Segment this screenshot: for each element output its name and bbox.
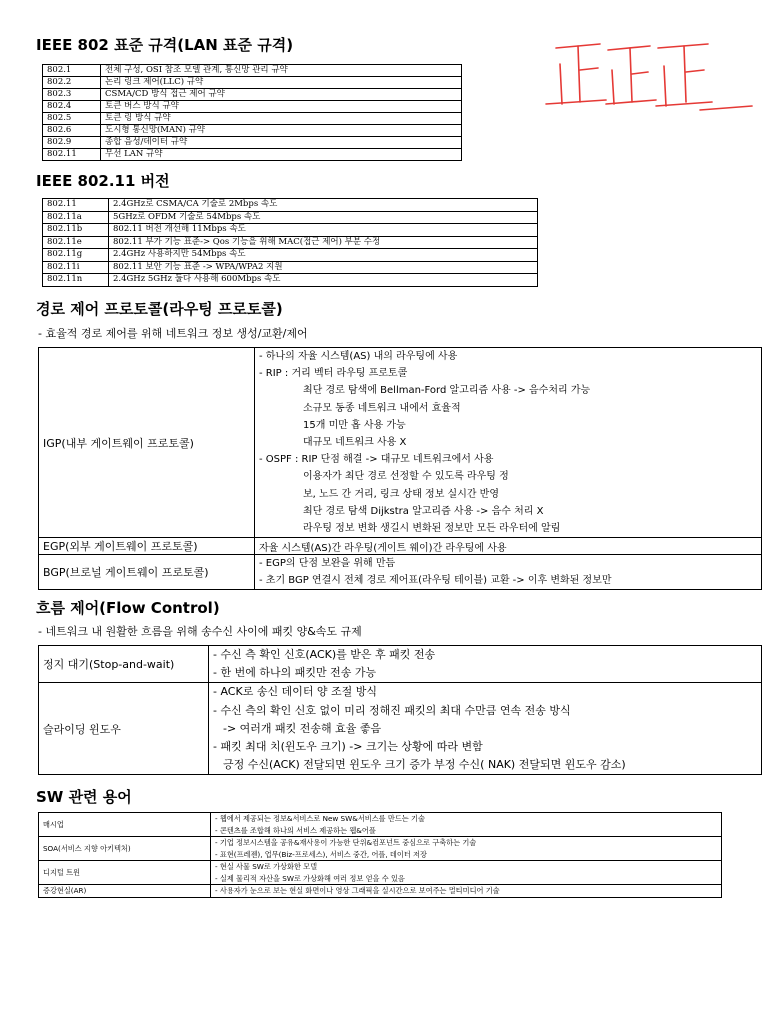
sw-term-label: 디지털 트윈 [39, 861, 211, 885]
ieee80211-code: 802.11n [43, 274, 109, 287]
text-line: - EGP의 단점 보완을 위해 만듬 [259, 558, 396, 570]
ieee80211-code: 802.11g [43, 249, 109, 262]
ieee802-description: 종합 음성/데이터 규약 [101, 137, 462, 149]
text-line: 최단 경로 탐색 Dijkstra 알고리즘 사용 -> 음수 처리 X [303, 505, 544, 517]
igp-label: IGP(내부 게이트웨이 프로토콜) [39, 348, 255, 538]
ieee802-code: 802.6 [43, 125, 101, 137]
bgp-label: BGP(브로널 게이트웨이 프로토콜) [39, 555, 255, 590]
ieee80211-description: 802.11 버전 개선해 11Mbps 속도 [109, 224, 538, 237]
text-line: - 수신 측의 확인 신호 없이 미리 정해진 패킷의 최대 수만큼 연속 전송 방식 [213, 703, 571, 717]
ieee80211-description: 2.4GHz 5GHz 둘다 사용해 600Mbps 속도 [109, 274, 538, 287]
ieee802-code: 802.2 [43, 77, 101, 89]
text-line: - 실제 물리적 자산을 SW로 가상화해 여러 정보 얻을 수 있음 [215, 873, 405, 883]
ieee80211-description: 802.11 부가 기능 표준-> Qos 기능을 위해 MAC(접근 제어) 부분 수정 [109, 236, 538, 249]
text-line: 라우팅 정보 변화 생길시 변화된 정보만 모든 라우터에 알림 [303, 522, 561, 534]
ieee802-description: 토큰 버스 방식 규약 [101, 101, 462, 113]
ieee802-description: 토큰 링 방식 규약 [101, 113, 462, 125]
ieee802-code: 802.1 [43, 65, 101, 77]
text-line: 긍정 수신(ACK) 전달되면 윈도우 크기 증가 부정 수신( NAK) 전달되면 윈도우 감소) [223, 758, 626, 772]
text-line: - 현실 사물 SW로 가상화한 모델 [215, 862, 318, 871]
text-line: 15개 미만 홉 사용 가능 [303, 419, 406, 431]
stop-and-wait-label: 정지 대기(Stop-and-wait) [39, 646, 209, 683]
text-line: - 사용자가 눈으로 보는 현실 화면이나 영상 그래픽을 실시간으로 보여주는 멀티미디어 기술 [215, 886, 500, 895]
sw-term-label: SOA(서비스 지향 아키텍처) [39, 837, 211, 861]
ieee802-description: 무선 LAN 규약 [101, 149, 462, 161]
ieee802-description: 논리 링크 제어(LLC) 규약 [101, 77, 462, 89]
ieee80211-code: 802.11e [43, 236, 109, 249]
section-title-ieee80211: IEEE 802.11 버전 [36, 172, 170, 190]
text-line: - 수신 측 확인 신호(ACK)를 받은 후 패킷 전송 [213, 648, 436, 661]
text-line: - 콘텐츠를 조합해 하나의 서비스 제공하는 웹&어플 [215, 825, 376, 835]
ieee802-description: CSMA/CD 방식 접근 제어 규약 [101, 89, 462, 101]
text-line: - 웹에서 제공되는 정보&서비스로 New SW&서비스를 만드는 기술 [215, 814, 425, 823]
ieee80211-code: 802.11b [43, 224, 109, 237]
egp-description: 자율 시스템(AS)간 라우팅(게이트 웨이)간 라우팅에 사용 [255, 538, 762, 555]
text-line: 보, 노드 간 거리, 링크 상태 정보 실시간 반영 [303, 488, 500, 500]
ieee80211-description: 2.4GHz 사용하지만 54Mbps 속도 [109, 249, 538, 262]
section-title-flow-control: 흐름 제어(Flow Control) [36, 599, 220, 617]
ieee802-code: 802.4 [43, 101, 101, 113]
ieee80211-description: 802.11 보안 기능 표준 -> WPA/WPA2 지원 [109, 261, 538, 274]
sw-term-label: 증강현실(AR) [39, 885, 211, 898]
text-line: - 표현(프레젠), 업무(Biz-프로세스), 서비스 중간, 어플, 데이터 저장 [215, 849, 427, 859]
text-line: - 하나의 자율 시스템(AS) 내의 라우팅에 사용 [259, 351, 458, 362]
sliding-window-label: 슬라이딩 윈도우 [39, 683, 209, 775]
text-line: 소규모 동종 네트워크 내에서 효율적 [303, 402, 461, 414]
sw-term-label: 매시업 [39, 813, 211, 837]
egp-label: EGP(외부 게이트웨이 프로토콜) [39, 538, 255, 555]
text-line: 대규모 네트워크 사용 X [303, 436, 407, 448]
ieee80211-code: 802.11a [43, 211, 109, 224]
ieee80211-code: 802.11i [43, 261, 109, 274]
text-line: 최단 경로 탐색에 Bellman-Ford 알고리즘 사용 -> 음수처리 가능 [303, 385, 591, 397]
ieee802-code: 802.11 [43, 149, 101, 161]
flow-subtitle: - 네트워크 내 원활한 흐름을 위해 송수신 사이에 패킷 양&속도 규제 [38, 625, 362, 638]
routing-subtitle: - 효율적 경로 제어를 위해 네트워크 정보 생성/교환/제어 [38, 327, 308, 340]
text-line: - RIP : 거리 벡터 라우팅 프로토콜 [259, 368, 408, 380]
ieee802-description: 전체 구성, OSI 참조 모델 관계, 통신망 관리 규약 [101, 65, 462, 77]
ieee802-code: 802.3 [43, 89, 101, 101]
text-line: - 패킷 최대 치(윈도우 크기) -> 크기는 상황에 따라 변함 [213, 739, 483, 753]
section-title-routing: 경로 제어 프로토콜(라우팅 프로토콜) [36, 300, 283, 318]
ieee80211-code: 802.11 [43, 199, 109, 212]
text-line: - ACK로 송신 데이터 양 조절 방식 [213, 685, 378, 699]
text-line: - OSPF : RIP 단점 해결 -> 대규모 네트워크에서 사용 [259, 454, 494, 466]
ieee80211-description: 2.4GHz로 CSMA/CA 기술로 2Mbps 속도 [109, 199, 538, 212]
text-line: - 기업 정보시스템을 공유&재사용이 가능한 단위&컴포넌트 중심으로 구축하는 기술 [215, 838, 477, 847]
ieee802-code: 802.5 [43, 113, 101, 125]
ieee80211-description: 5GHz로 OFDM 기술로 54Mbps 속도 [109, 211, 538, 224]
text-line: 이용자가 최단 경로 선정할 수 있도록 라우팅 정 [303, 471, 509, 483]
text-line: - 초기 BGP 연결시 전체 경로 제어표(라우팅 테이블) 교환 -> 이후 변화된 정보만 [259, 575, 612, 587]
ieee802-code: 802.9 [43, 137, 101, 149]
text-line: - 한 번에 하나의 패킷만 전송 가능 [213, 666, 377, 680]
section-title-sw-terms: SW 관련 용어 [36, 788, 132, 806]
ieee802-description: 도시형 통신망(MAN) 규약 [101, 125, 462, 137]
section-title-ieee802: IEEE 802 표준 규격(LAN 표준 규격) [36, 36, 294, 54]
text-line: -> 여러개 패킷 전송해 효율 좋음 [223, 721, 382, 735]
